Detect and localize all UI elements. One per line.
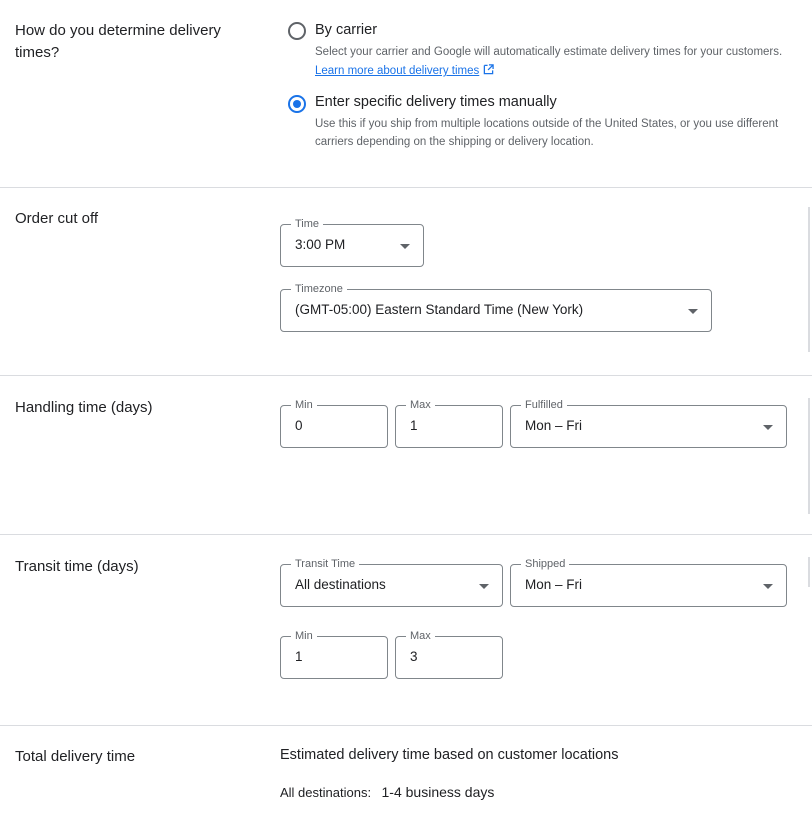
- chevron-down-icon: [763, 584, 773, 589]
- transit-time-value: All destinations: [295, 577, 386, 592]
- handling-time-title: Handling time (days): [15, 399, 153, 416]
- scroll-edge: [808, 398, 810, 514]
- by-carrier-description: Select your carrier and Google will automatically estimate delivery times for your customers.: [315, 46, 783, 58]
- total-delivery-title: Total delivery time: [15, 748, 136, 765]
- handling-max-value: 1: [410, 418, 418, 433]
- handling-min-label: Min: [291, 398, 317, 412]
- timezone-select[interactable]: [280, 283, 712, 332]
- scroll-edge: [808, 557, 810, 587]
- transit-max-input[interactable]: [395, 630, 503, 679]
- by-carrier-radio[interactable]: [288, 22, 306, 40]
- shipped-select[interactable]: [510, 558, 787, 607]
- destination-label: All destinations:: [280, 785, 372, 800]
- by-carrier-label[interactable]: By carrier: [315, 22, 378, 38]
- manual-radio[interactable]: [288, 95, 306, 113]
- timezone-label: Timezone: [291, 282, 347, 296]
- manual-label[interactable]: Enter specific delivery times manually: [315, 94, 557, 110]
- handling-min-input[interactable]: [280, 399, 388, 448]
- handling-max-input[interactable]: [395, 399, 503, 448]
- transit-min-input[interactable]: [280, 630, 388, 679]
- learn-more-row: [315, 61, 494, 80]
- time-value: 3:00 PM: [295, 237, 346, 252]
- fulfilled-label: Fulfilled: [521, 398, 567, 412]
- destination-row: [280, 784, 494, 802]
- divider: [0, 725, 812, 726]
- fulfilled-value: Mon – Fri: [525, 418, 583, 433]
- chevron-down-icon: [763, 425, 773, 430]
- chevron-down-icon: [400, 244, 410, 249]
- order-cutoff-title: Order cut off: [15, 210, 99, 227]
- destination-value: 1-4 business days: [381, 784, 495, 800]
- transit-time-title: Transit time (days): [15, 558, 139, 575]
- total-delivery-heading: Estimated delivery time based on customer locations: [280, 747, 619, 763]
- transit-min-value: 1: [295, 649, 303, 664]
- transit-max-label: Max: [406, 629, 435, 643]
- time-select[interactable]: [280, 218, 424, 267]
- transit-destination-select[interactable]: [280, 558, 503, 607]
- shipped-value: Mon – Fri: [525, 577, 583, 592]
- timezone-value: (GMT-05:00) Eastern Standard Time (New York): [295, 302, 584, 317]
- chevron-down-icon: [479, 584, 489, 589]
- open-in-new-icon[interactable]: [483, 62, 494, 80]
- learn-more-link[interactable]: Learn more about delivery times: [315, 65, 480, 77]
- handling-min-value: 0: [295, 418, 303, 433]
- transit-time-label: Transit Time: [291, 557, 359, 571]
- transit-min-label: Min: [291, 629, 317, 643]
- divider: [0, 375, 812, 376]
- fulfilled-select[interactable]: [510, 399, 787, 448]
- divider: [0, 534, 812, 535]
- transit-max-value: 3: [410, 649, 418, 664]
- delivery-method-title: How do you determine delivery times?: [15, 22, 221, 61]
- scroll-edge: [808, 207, 810, 352]
- handling-max-label: Max: [406, 398, 435, 412]
- chevron-down-icon: [688, 309, 698, 314]
- time-label: Time: [291, 217, 323, 231]
- divider: [0, 187, 812, 188]
- manual-description: Use this if you ship from multiple locations outside of the United States, or you use different carriers depending on the shipping or delivery location.: [315, 118, 779, 148]
- shipped-label: Shipped: [521, 557, 569, 571]
